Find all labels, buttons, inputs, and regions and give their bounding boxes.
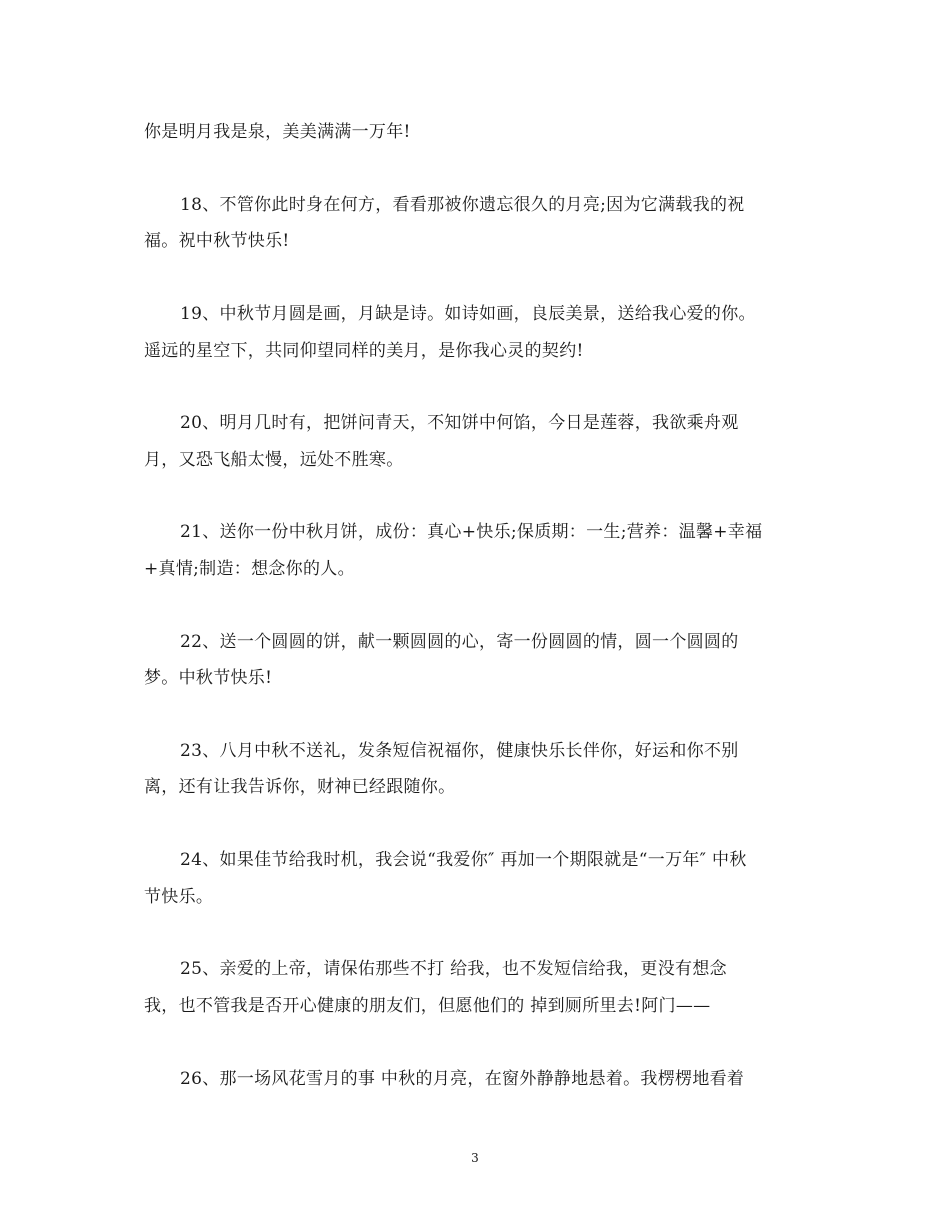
paragraph-line: 节快乐。 xyxy=(144,887,214,907)
paragraph-line: 23、八月中秋不送礼，发条短信祝福你，健康快乐长伴你，好运和你不别 xyxy=(180,741,739,761)
paragraph-line: 你是明月我是泉，美美满满一万年! xyxy=(144,122,411,142)
paragraph-line: 福。祝中秋节快乐! xyxy=(144,231,290,251)
paragraph-line: +真情;制造：想念你的人。 xyxy=(144,559,355,579)
paragraph-line: 我，也不管我是否开心健康的朋友们，但愿他们的 掉到厕所里去!阿门—— xyxy=(144,996,711,1016)
page-number: 3 xyxy=(471,1151,479,1165)
paragraph-line: 25、亲爱的上帝，请保佑那些不打 给我，也不发短信给我，更没有想念 xyxy=(180,959,727,979)
paragraph-line: 遥远的星空下，共同仰望同样的美月，是你我心灵的契约! xyxy=(144,341,584,361)
paragraph-line: 月，又恐飞船太慢，远处不胜寒。 xyxy=(144,450,404,470)
paragraph-line: 18、不管你此时身在何方，看看那被你遗忘很久的月亮;因为它满载我的祝 xyxy=(180,195,745,215)
paragraph-line: 20、明月几时有，把饼问青天，不知饼中何馅，今日是莲蓉，我欲乘舟观 xyxy=(180,413,739,433)
paragraph-line: 22、送一个圆圆的饼，献一颗圆圆的心，寄一份圆圆的情，圆一个圆圆的 xyxy=(180,632,739,652)
paragraph-line: 21、送你一份中秋月饼，成份：真心+快乐;保质期：一生;营养：温馨+幸福 xyxy=(180,522,763,542)
paragraph-line: 离，还有让我告诉你，财神已经跟随你。 xyxy=(144,777,456,797)
paragraph-line: 26、那一场风花雪月的事 中秋的月亮，在窗外静静地悬着。我楞楞地看着 xyxy=(180,1069,745,1089)
paragraph-line: 梦。中秋节快乐! xyxy=(144,668,273,688)
paragraph-line: 24、如果佳节给我时机，我会说“我爱你″ 再加一个期限就是“一万年″ 中秋 xyxy=(180,850,747,870)
paragraph-line: 19、中秋节月圆是画，月缺是诗。如诗如画，良辰美景，送给我心爱的你。 xyxy=(180,304,756,324)
